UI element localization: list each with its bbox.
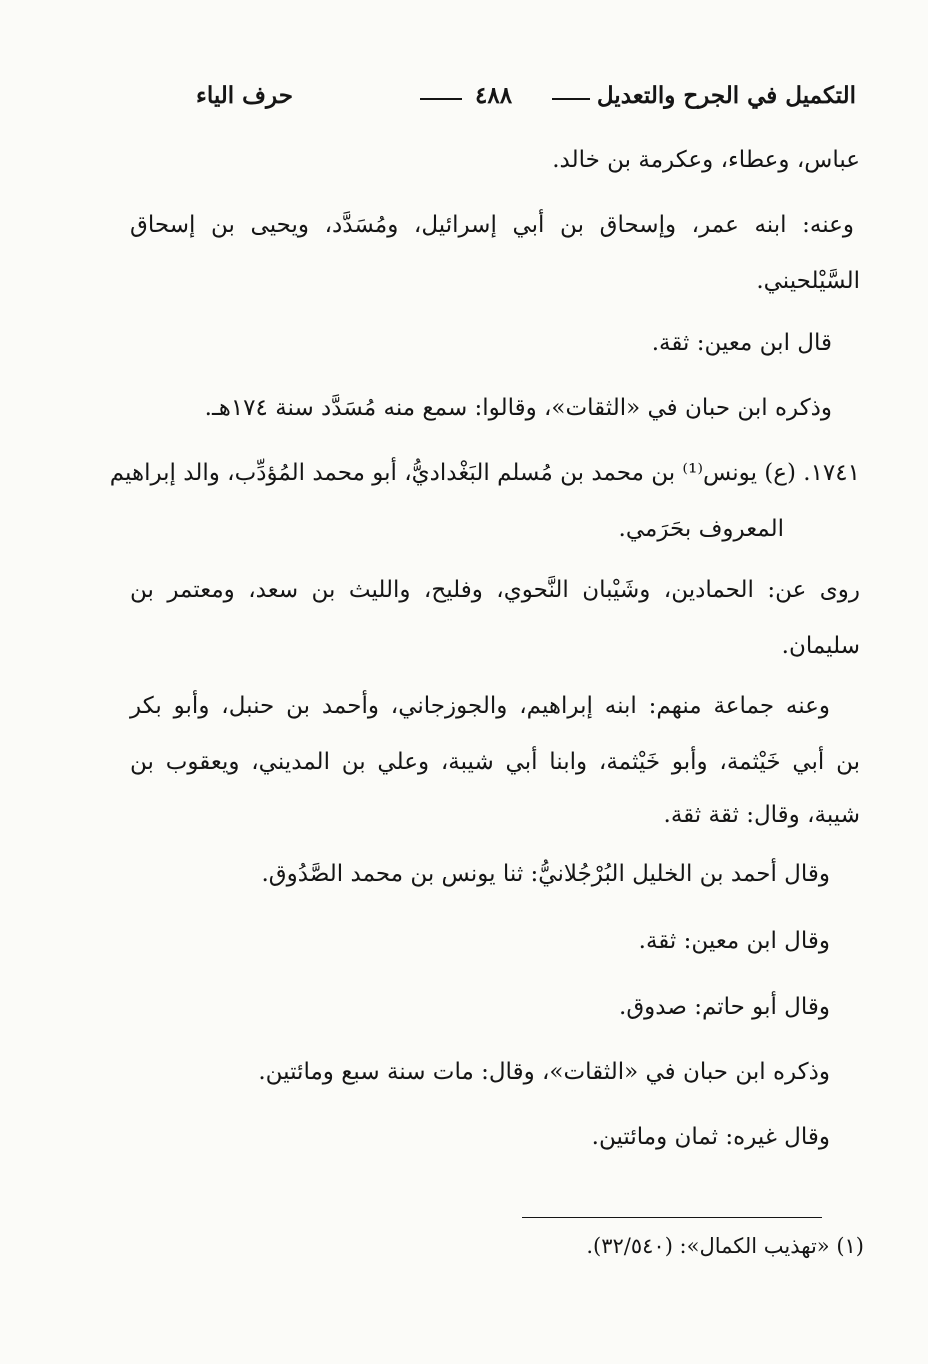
footnote-rule bbox=[522, 1217, 822, 1218]
text-line: قال ابن معين: ثقة. bbox=[651, 330, 832, 356]
text-line: السَّيْلحيني. bbox=[756, 268, 860, 294]
header-dash bbox=[420, 98, 462, 100]
page-number: ٤٨٨ bbox=[475, 82, 513, 109]
text-line: وقال أبو حاتم: صدوق. bbox=[619, 994, 830, 1020]
text-line: شيبة، وقال: ثقة ثقة. bbox=[663, 802, 860, 828]
text-line: روى عن: الحمادين، وشَيْبان النَّحوي، وفليح، والليث بن سعد، ومعتمر بن bbox=[130, 577, 860, 603]
text-line: وعنه جماعة منهم: ابنه إبراهيم، والجوزجاني، وأحمد بن حنبل، وأبو بكر bbox=[130, 693, 830, 719]
text-line: وقال أحمد بن الخليل البُرْجُلانيُّ: ثنا يونس بن محمد الصَّدُوق. bbox=[261, 861, 830, 887]
text-line: وقال غيره: ثمان ومائتين. bbox=[591, 1124, 830, 1150]
text-line: المعروف بحَرَمي. bbox=[618, 516, 784, 542]
text-line: وذكره ابن حبان في «الثقات»، وقال: مات سنة سبع ومائتين. bbox=[258, 1059, 830, 1085]
text-line: وذكره ابن حبان في «الثقات»، وقالوا: سمع منه مُسَدَّد سنة ١٧٤هـ. bbox=[204, 395, 832, 421]
header-dash bbox=[552, 98, 590, 100]
text-line: وقال ابن معين: ثقة. bbox=[638, 928, 830, 954]
text-line: وعنه: ابنه عمر، وإسحاق بن أبي إسرائيل، ومُسَدَّد، ويحيى بن إسحاق bbox=[130, 212, 854, 238]
book-title: التكميل في الجرح والتعديل bbox=[596, 82, 856, 109]
text-line: عباس، وعطاء، وعكرمة بن خالد. bbox=[552, 147, 860, 173]
text-line: بن أبي خَيْثمة، وأبو خَيْثمة، وابنا أبي شيبة، وعلي بن المديني، ويعقوب بن bbox=[130, 749, 860, 775]
footnote: (١) «تهذيب الكمال»: (٣٢/٥٤٠). bbox=[586, 1234, 864, 1258]
entry-heading: ١٧٤١. (ع) يونس⁽¹⁾ بن محمد بن مُسلم البَغْداديُّ، أبو محمد المُؤدِّب، والد إبراهيم bbox=[109, 460, 860, 486]
section-title: حرف الياء bbox=[196, 82, 293, 109]
running-header bbox=[180, 78, 856, 114]
text-line: سليمان. bbox=[781, 633, 860, 659]
